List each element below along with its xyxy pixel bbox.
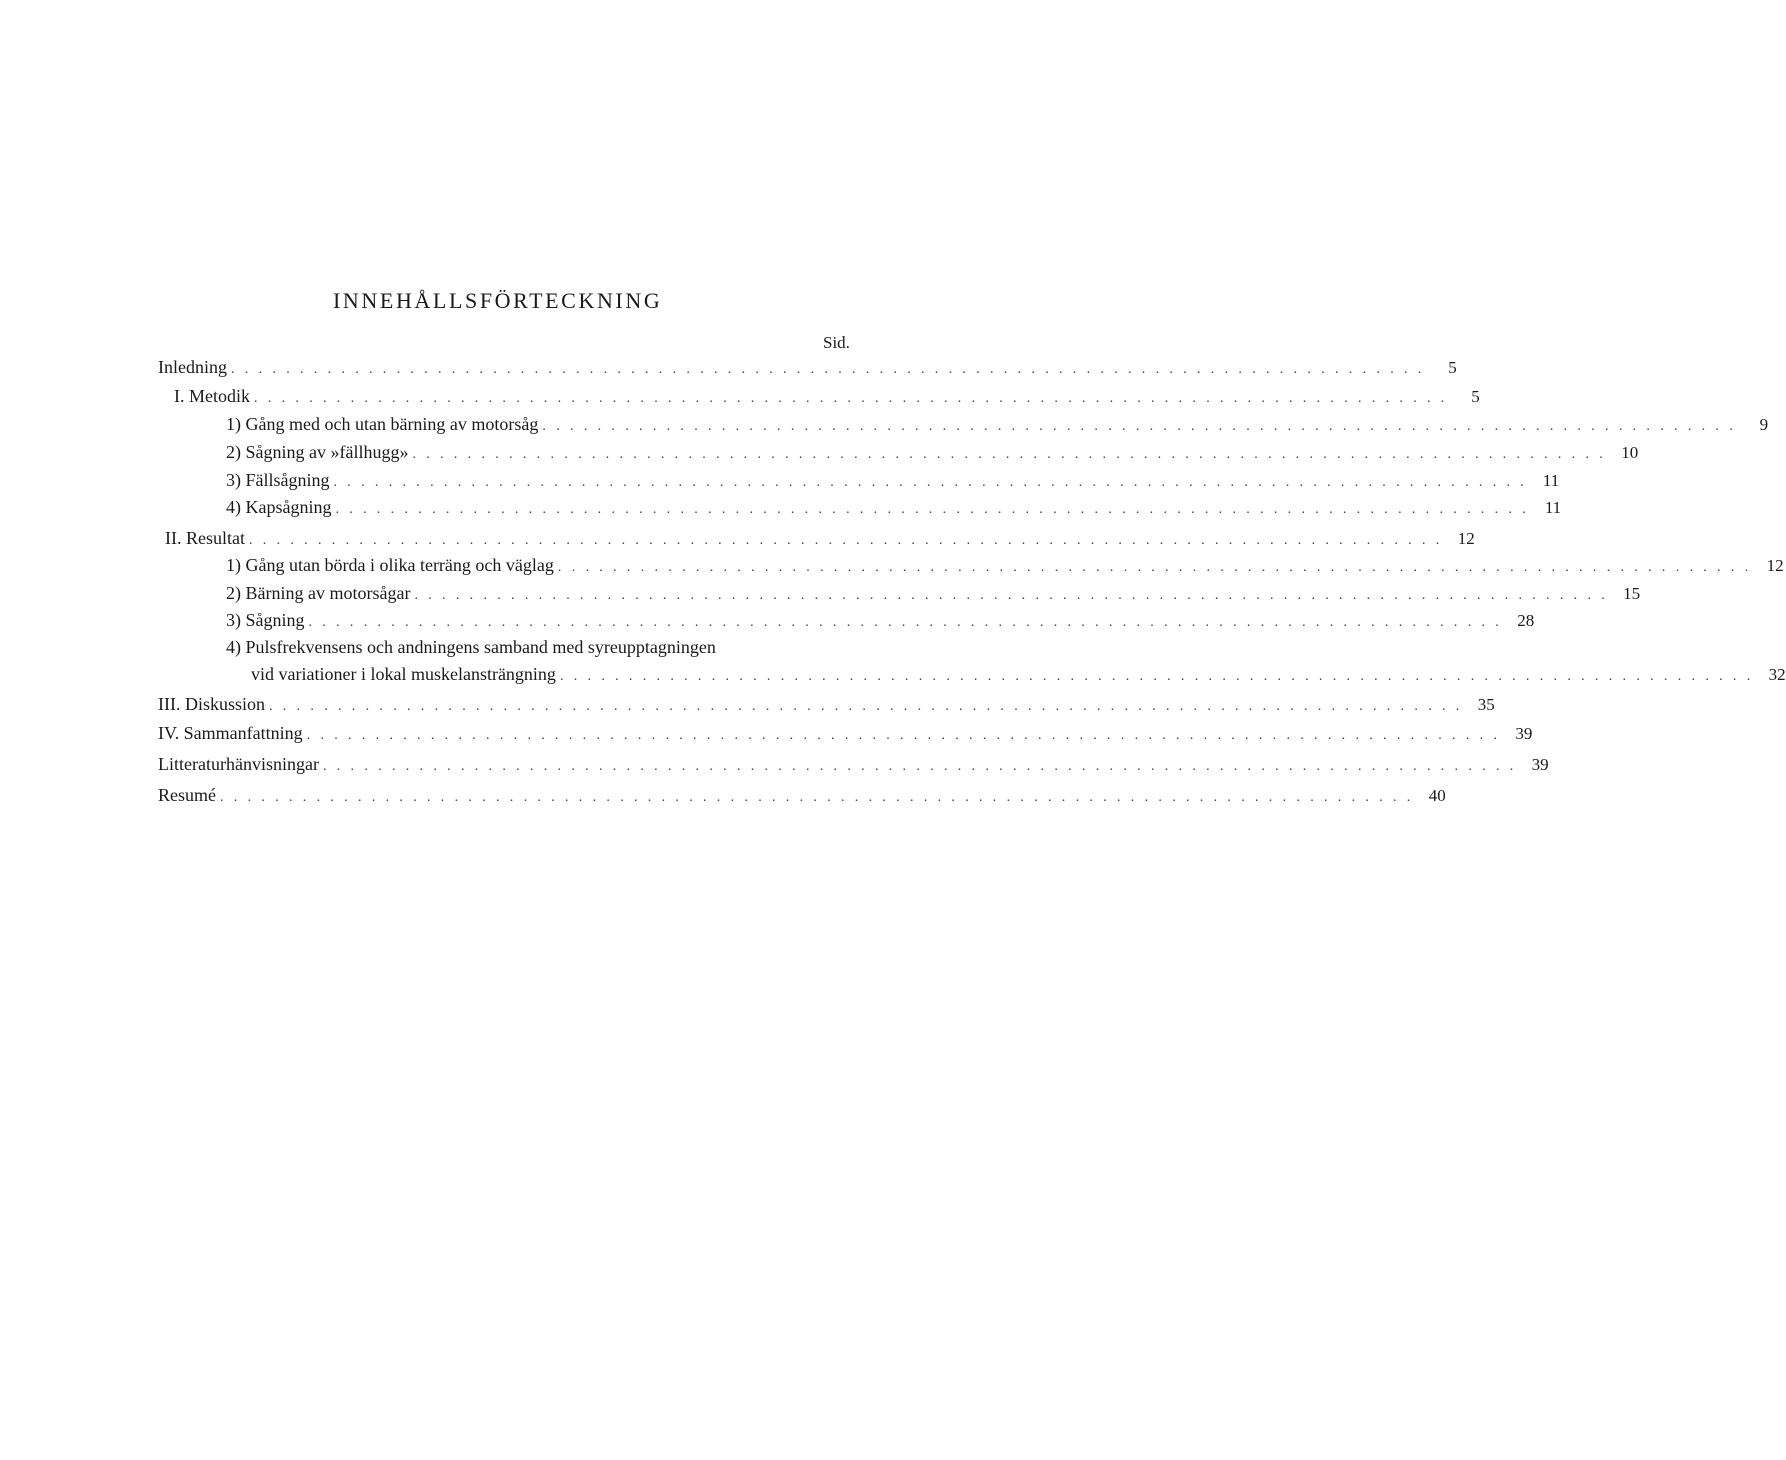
toc-page-number: 11 (1544, 498, 1562, 517)
toc-page-number: 40 (1428, 786, 1446, 805)
toc-entry-resultat-3[interactable] (226, 610, 1535, 634)
toc-entry-text: II. Resultat (165, 528, 245, 548)
toc-entry-metodik-1[interactable] (226, 414, 1769, 438)
toc-page-number: 11 (1542, 471, 1560, 490)
page-column-label: Sid. (823, 333, 850, 352)
toc-entry-resultat-4-line1[interactable]: 4) Pulsfrekvensens och andningens samband med syreupptagningen (226, 637, 716, 657)
toc-page-number: 15 (1623, 584, 1641, 603)
toc-entry-text: Inledning (158, 357, 227, 377)
toc-entry-text: 1) Gång utan börda i olika terräng och väglag (226, 555, 554, 575)
toc-entry-text: Litteraturhänvisningar (158, 754, 319, 774)
toc-entry-text: IV. Sammanfattning (158, 723, 303, 743)
toc-entry-text: vid variationer i lokal muskelansträngning (251, 664, 556, 684)
toc-entry-metodik-3[interactable] (226, 470, 1560, 494)
toc-entry-resume[interactable] (158, 785, 1446, 809)
toc-page-number: 28 (1517, 611, 1535, 630)
toc-page-number: 5 (1471, 387, 1480, 406)
toc-entry-metodik-2[interactable] (226, 442, 1639, 466)
toc-leader-dots: . . . . . . . . . . . . . . . . . . . . . . . . . . . . . . . . . . . . . . . . . . . . . . . . . . . . . . . . . . . . . . . . . . . . . . . . . . . . . . . . . . . . . . . (333, 475, 1528, 490)
toc-entry-metodik-4[interactable] (226, 497, 1562, 521)
toc-page-number: 35 (1477, 695, 1495, 714)
toc-leader-dots: . . . . . . . . . . . . . . . . . . . . . . . . . . . . . . . . . . . . . . . . . . . . . . . . . . . . . . . . . . . . . . . . . . . . . . . . . . . . . . . . . . . . . . . (542, 419, 1737, 434)
toc-page-number: 10 (1621, 443, 1639, 462)
toc-entry-text: Resumé (158, 785, 216, 805)
toc-entry-resultat-2[interactable] (226, 583, 1641, 607)
toc-leader-dots: . . . . . . . . . . . . . . . . . . . . . . . . . . . . . . . . . . . . . . . . . . . . . . . . . . . . . . . . . . . . . . . . . . . . . . . . . . . . . . . . . . . . . . . (254, 391, 1448, 406)
toc-entry-text: 3) Fällsågning (226, 470, 330, 490)
toc-leader-dots: . . . . . . . . . . . . . . . . . . . . . . . . . . . . . . . . . . . . . . . . . . . . . . . . . . . . . . . . . . . . . . . . . . . . . . . . . . . . . . . . . . . . . . . (308, 615, 1503, 630)
toc-entry-text: III. Diskussion (158, 694, 265, 714)
toc-entry-metodik[interactable] (174, 386, 1480, 410)
toc-page-number: 39 (1515, 724, 1533, 743)
toc-leader-dots: . . . . . . . . . . . . . . . . . . . . . . . . . . . . . . . . . . . . . . . . . . . . . . . . . . . . . . . . . . . . . . . . . . . . . . . . . . . . . . . . . . . . . . . (414, 588, 1609, 603)
toc-leader-dots: . . . . . . . . . . . . . . . . . . . . . . . . . . . . . . . . . . . . . . . . . . . . . . . . . . . . . . . . . . . . . . . . . . . . . . . . . . . . . . . . . . . . . . . (306, 728, 1501, 743)
toc-entry-resultat[interactable] (165, 528, 1475, 552)
toc-leader-dots: . . . . . . . . . . . . . . . . . . . . . . . . . . . . . . . . . . . . . . . . . . . . . . . . . . . . . . . . . . . . . . . . . . . . . . . . . . . . . . . . . . . . . . . (269, 699, 1463, 714)
toc-leader-dots: . . . . . . . . . . . . . . . . . . . . . . . . . . . . . . . . . . . . . . . . . . . . . . . . . . . . . . . . . . . . . . . . . . . . . . . . . . . . . . . . . . . . . . . (248, 533, 1443, 548)
toc-entry-litteratur[interactable] (158, 754, 1549, 778)
toc-entry-text: 1) Gång med och utan bärning av motorsåg (226, 414, 539, 434)
toc-entry-diskussion[interactable] (158, 694, 1495, 718)
toc-entry-resultat-4[interactable] (251, 664, 1786, 688)
toc-entry-text: 4) Kapsågning (226, 497, 332, 517)
toc-entry-inledning[interactable] (158, 357, 1457, 381)
toc-leader-dots: . . . . . . . . . . . . . . . . . . . . . . . . . . . . . . . . . . . . . . . . . . . . . . . . . . . . . . . . . . . . . . . . . . . . . . . . . . . . . . . . . . . . . . . (335, 502, 1530, 517)
toc-leader-dots: . . . . . . . . . . . . . . . . . . . . . . . . . . . . . . . . . . . . . . . . . . . . . . . . . . . . . . . . . . . . . . . . . . . . . . . . . . . . . . . . . . . . . . . (412, 447, 1607, 462)
toc-entry-sammanfattning[interactable] (158, 723, 1533, 747)
toc-entry-resultat-1[interactable] (226, 555, 1784, 579)
toc-entry-text: 3) Sågning (226, 610, 305, 630)
page-title: INNEHÅLLSFÖRTECKNING (333, 288, 663, 313)
toc-leader-dots: . . . . . . . . . . . . . . . . . . . . . . . . . . . . . . . . . . . . . . . . . . . . . . . . . . . . . . . . . . . . . . . . . . . . . . . . . . . . . . . . . . . . . . . (559, 669, 1754, 684)
toc-page-number: 39 (1531, 755, 1549, 774)
toc-leader-dots: . . . . . . . . . . . . . . . . . . . . . . . . . . . . . . . . . . . . . . . . . . . . . . . . . . . . . . . . . . . . . . . . . . . . . . . . . . . . . . . . . . . . . . . (322, 759, 1517, 774)
toc-page-number: 12 (1766, 556, 1784, 575)
toc-leader-dots: . . . . . . . . . . . . . . . . . . . . . . . . . . . . . . . . . . . . . . . . . . . . . . . . . . . . . . . . . . . . . . . . . . . . . . . . . . . . . . . . . . . . . . . (231, 362, 1425, 377)
toc-entry-text: I. Metodik (174, 386, 250, 406)
toc-leader-dots: . . . . . . . . . . . . . . . . . . . . . . . . . . . . . . . . . . . . . . . . . . . . . . . . . . . . . . . . . . . . . . . . . . . . . . . . . . . . . . . . . . . . . . . (557, 560, 1752, 575)
toc-leader-dots: . . . . . . . . . . . . . . . . . . . . . . . . . . . . . . . . . . . . . . . . . . . . . . . . . . . . . . . . . . . . . . . . . . . . . . . . . . . . . . . . . . . . . . . (220, 790, 1414, 805)
toc-entry-text: 2) Sågning av »fällhugg» (226, 442, 409, 462)
toc-page-number: 12 (1457, 529, 1475, 548)
toc-page-number: 9 (1759, 415, 1769, 434)
toc-page-number: 5 (1448, 358, 1457, 377)
toc-entry-text: 2) Bärning av motorsågar (226, 583, 411, 603)
toc-page-number: 32 (1768, 665, 1786, 684)
